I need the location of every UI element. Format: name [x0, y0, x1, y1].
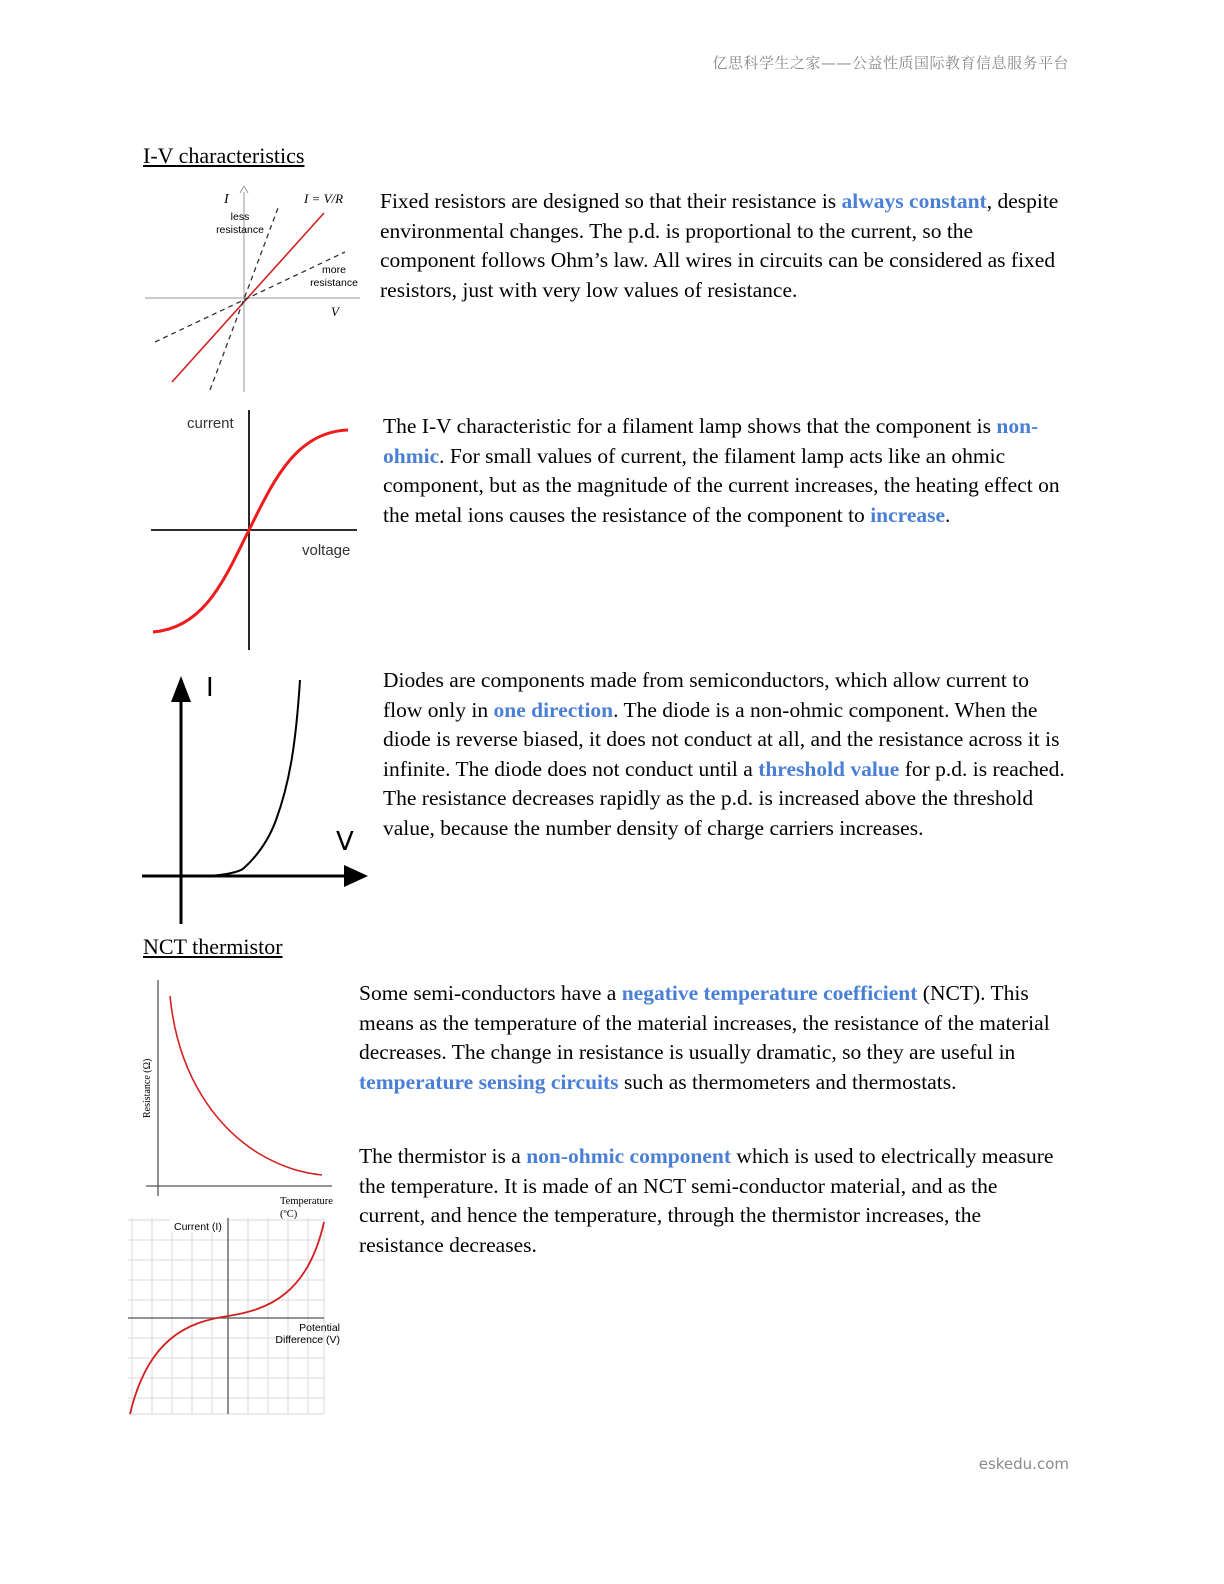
page-header: 亿思科学生之家——公益性质国际教育信息服务平台 — [712, 54, 1069, 72]
thermistor-resistance-temperature-graph — [138, 978, 343, 1223]
highlight-non-ohmic-component: non-ohmic component — [526, 1144, 732, 1168]
filament-lamp-paragraph: The I-V characteristic for a filament lamp shows that the component is non-ohmic. For small values of current, the filament lamp acts like an ohmic component, but as the magnitude of the current increases, the heating effect on the metal ions causes the resistance of the component to increase. — [383, 414, 1060, 527]
temperature-unit-label: (ºC) — [280, 1209, 298, 1220]
v-axis-label: V — [336, 827, 354, 857]
voltage-axis-label: voltage — [302, 542, 351, 559]
filament-lamp-iv-graph — [145, 408, 365, 653]
x-axis-label: V — [331, 304, 339, 319]
highlight-one-direction: one direction — [493, 697, 614, 722]
less-resistance-label: less resistance — [216, 211, 264, 236]
section-heading-nct: NCT thermistor — [143, 934, 283, 959]
current-axis-label: Current (I) — [174, 1221, 222, 1233]
more-resistance-label: more resistance — [310, 264, 358, 289]
resistance-axis-label: Resistance (Ω) — [142, 1058, 153, 1118]
formula-label: I = V/R — [304, 191, 344, 206]
fixed-resistor-iv-graph — [140, 180, 365, 395]
nct-paragraph-2: The thermistor is a non-ohmic component which is used to electrically measure the temperature. It is made of an NCT semi-conductor material, and as the current, and hence the temperature, through the thermistor increases, the resistance decreases. — [359, 1144, 1054, 1257]
highlight-temperature-sensing-circuits: temperature sensing circuits — [359, 1069, 619, 1094]
i-axis-label: I — [206, 673, 214, 703]
highlight-negative-temperature-coefficient: negative temperature coefficient — [621, 981, 918, 1005]
highlight-non-ohmic: non-ohmic — [383, 414, 1039, 468]
diode-curve — [208, 680, 300, 876]
potential-axis-label: Potential — [299, 1322, 340, 1334]
y-axis-label: I — [224, 192, 229, 207]
fixed-resistor-paragraph: Fixed resistors are designed so that their resistance is always constant, despite environmental changes. The p.d. is proportional to the current, so the component follows Ohm’s law. All wires in circuits can be considered as fixed resistors, just with very low values of resistance. — [380, 189, 1059, 302]
highlight-increase: increase — [870, 502, 946, 527]
nct-paragraph-1: Some semi-conductors have a negative temperature coefficient (NCT). This means as the temperature of the material increases, the resistance of the material decreases. The change in resistance is usually dramatic, so they are useful in temperature sensing circuits such as thermometers and thermostats. — [359, 981, 1050, 1094]
thermistor-iv-graph — [128, 1218, 348, 1418]
potential-unit-label: Difference (V) — [275, 1334, 340, 1346]
current-axis-label: current — [187, 415, 234, 432]
thermistor-rt-curve — [170, 996, 322, 1175]
diode-iv-graph — [140, 672, 372, 927]
page-footer: eskedu.com — [978, 1455, 1069, 1473]
lamp-curve — [153, 430, 351, 632]
more-resistance-line — [155, 252, 345, 342]
section-heading-iv: I-V characteristics — [143, 143, 305, 168]
highlight-threshold-value: threshold value — [758, 756, 900, 781]
highlight-always-constant: always constant — [841, 189, 987, 213]
temperature-axis-label: Temperature — [280, 1196, 333, 1207]
diode-paragraph: Diodes are components made from semiconductors, which allow current to flow only in one direction. The diode is a non-ohmic component. When the diode is reverse biased, it does not conduct at all, and the resistance across it is infinite. The diode does not conduct until a threshold value for p.d. is reached. The resistance decreases rapidly as the p.d. is increased above the threshold value, because the number density of charge carriers increases. — [383, 668, 1065, 840]
